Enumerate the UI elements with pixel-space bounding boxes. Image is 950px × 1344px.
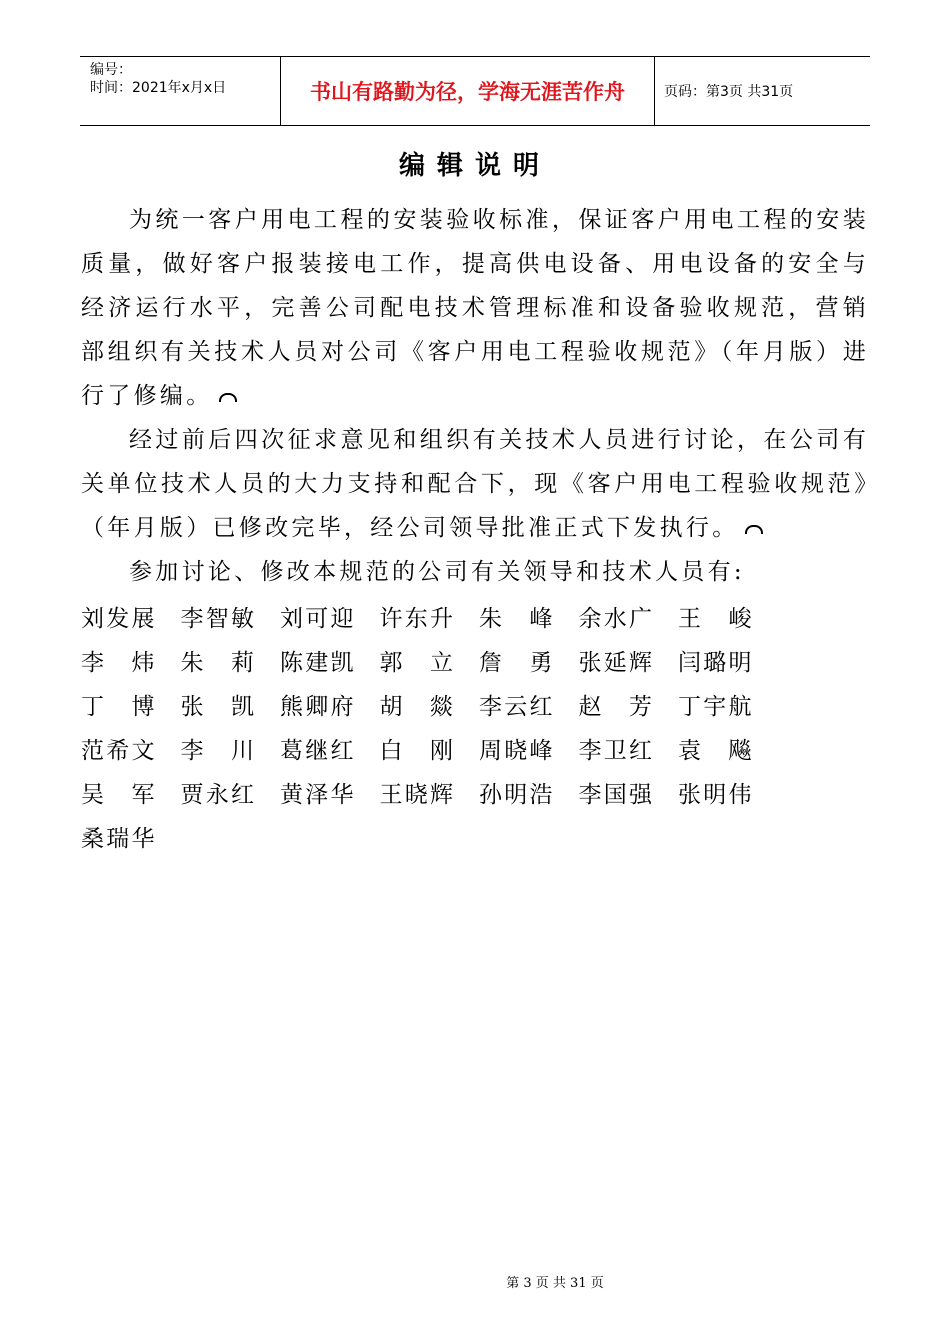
- participant-name: 李川: [180, 737, 254, 764]
- paragraph: 为统一客户用电工程的安装验收标准，保证客户用电工程的安装质量，做好客户报装接电工作，提高供电设备、用电设备的安全与经济运行水平，完善公司配电技术管理标准和设备验收规范，营销部组织有关技术人员对公司《客户用电工程验收规范》（年月版）进行了修编。: [81, 207, 869, 409]
- page-footer: 第 3 页 共 31 页: [506, 1276, 604, 1291]
- name-row: [81, 814, 869, 858]
- participant-name: 周晓峰: [479, 737, 553, 764]
- header-page-info: 页码：第3页 共31页: [664, 84, 794, 100]
- document-date: 时间：2021年x月x日: [90, 80, 227, 96]
- participant-name: 闫璐明: [678, 649, 752, 676]
- name-row: [81, 682, 869, 726]
- participant-name: 张明伟: [678, 781, 752, 808]
- document-number-label: 编号：: [90, 62, 132, 78]
- participant-name: 朱莉: [180, 649, 254, 676]
- participant-name: 丁博: [81, 693, 155, 720]
- participant-name: 丁宇航: [678, 693, 752, 720]
- participant-name: 郭立: [379, 649, 453, 676]
- participant-name: 张凯: [180, 693, 254, 720]
- participant-name: 李卫红: [578, 737, 652, 764]
- participant-name: 李炜: [81, 649, 155, 676]
- name-row: [81, 594, 869, 638]
- participant-name: 许东升: [379, 605, 453, 632]
- participant-name: 刘发展: [81, 605, 155, 632]
- paragraph: 经过前后四次征求意见和组织有关技术人员进行讨论，在公司有关单位技术人员的大力支持和配合下，现《客户用电工程验收规范》（年月版）已修改完毕，经公司领导批准正式下发执行。: [81, 427, 869, 541]
- page-title: 编辑说明: [398, 151, 551, 181]
- name-row: [81, 638, 869, 682]
- name-row: [81, 770, 869, 814]
- participant-name: 桑瑞华: [81, 825, 155, 852]
- header-slogan: 书山有路勤为径，学海无涯苦作舟: [281, 57, 655, 125]
- participant-name: 葛继红: [280, 737, 354, 764]
- participant-name: 陈建凯: [280, 649, 354, 676]
- paragraph: 参加讨论、修改本规范的公司有关领导和技术人员有:: [129, 559, 745, 585]
- participant-name: 李智敏: [180, 605, 254, 632]
- participant-name: 朱峰: [479, 605, 553, 632]
- participant-name: 袁飚: [678, 737, 752, 764]
- participant-name: 李国强: [578, 781, 652, 808]
- participant-name: 吴军: [81, 781, 155, 808]
- participant-name: 胡燚: [379, 693, 453, 720]
- participant-name: 张延辉: [578, 649, 652, 676]
- header-meta: [80, 57, 281, 125]
- participant-name: 詹勇: [479, 649, 553, 676]
- participant-name: 王峻: [678, 605, 752, 632]
- paragraph-mark-icon: [745, 525, 763, 534]
- participant-name: 孙明浩: [479, 781, 553, 808]
- participant-names: [81, 594, 869, 858]
- participant-name: 李云红: [479, 693, 553, 720]
- page-header: [80, 56, 870, 126]
- paragraph-mark-icon: [219, 393, 237, 402]
- participant-name: 黄泽华: [280, 781, 354, 808]
- participant-name: 范希文: [81, 737, 155, 764]
- participant-name: 王晓辉: [379, 781, 453, 808]
- participant-name: 赵芳: [578, 693, 652, 720]
- participant-name: 熊卿府: [280, 693, 354, 720]
- participant-name: 白刚: [379, 737, 453, 764]
- name-row: [81, 726, 869, 770]
- participant-name: 余水广: [578, 605, 652, 632]
- participant-name: 刘可迎: [280, 605, 354, 632]
- participant-name: 贾永红: [180, 781, 254, 808]
